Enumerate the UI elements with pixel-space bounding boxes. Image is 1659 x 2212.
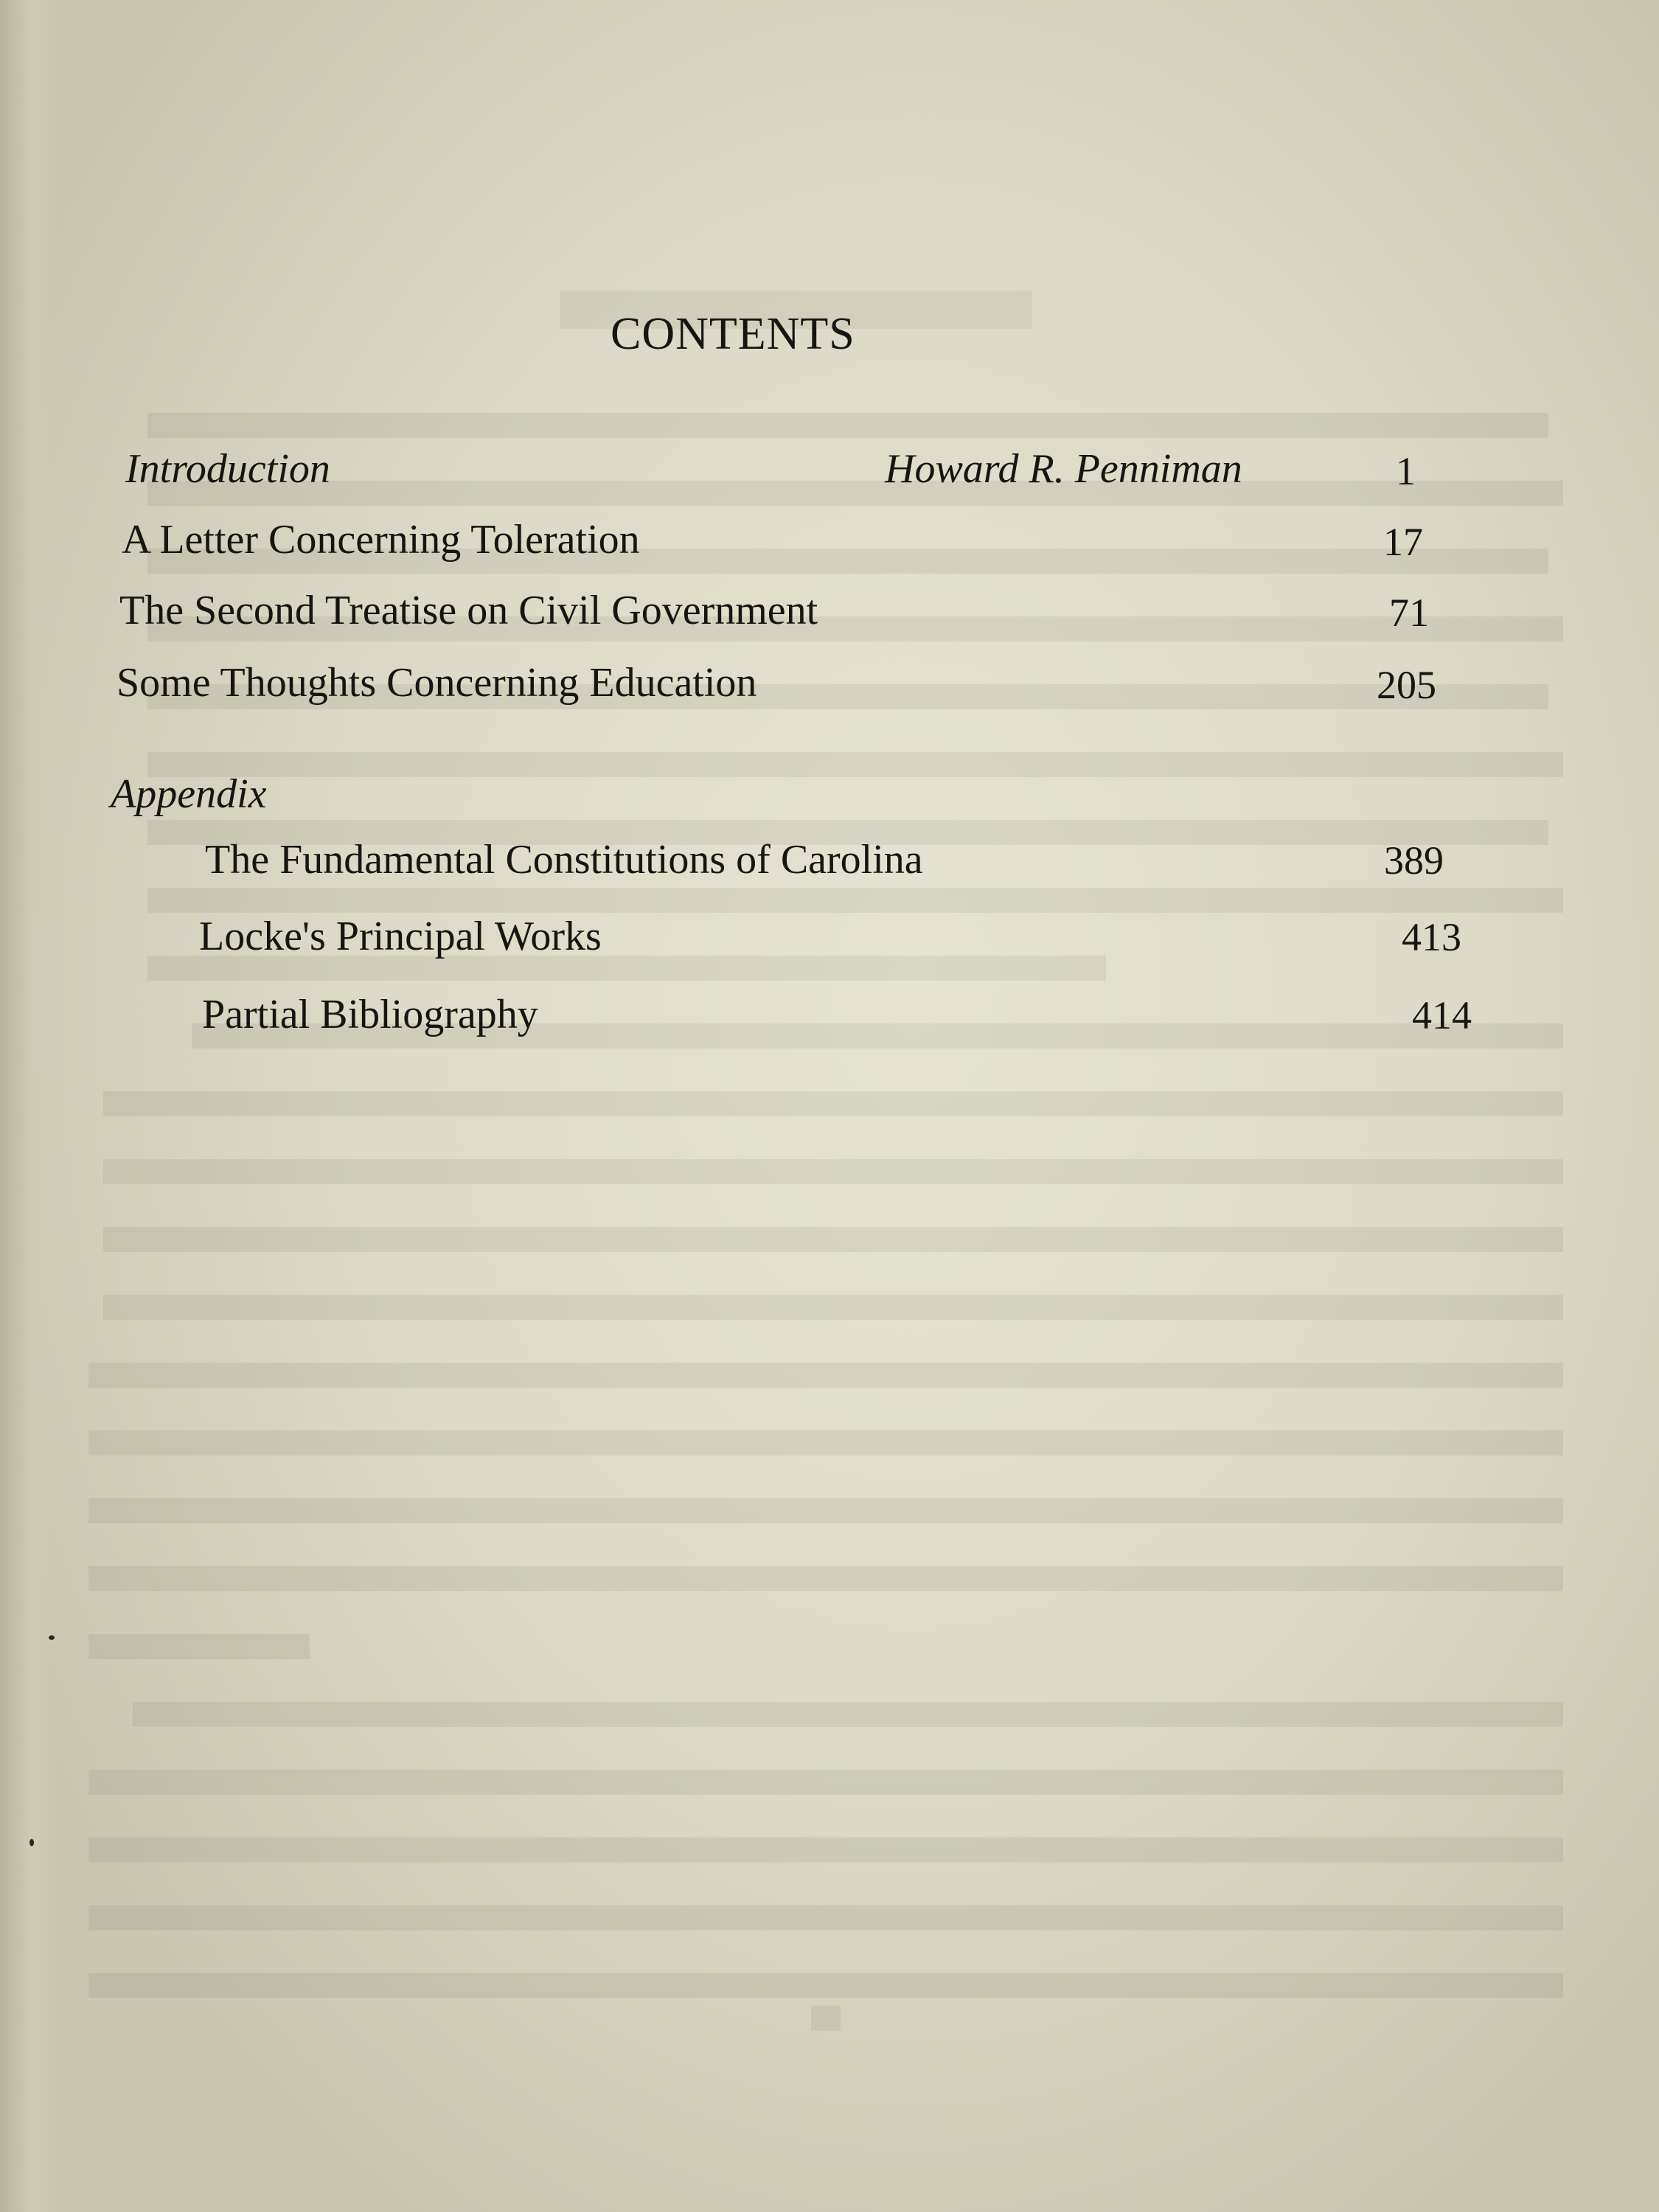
appendix-entry-title: The Fundamental Constitutions of Carolina (205, 837, 923, 883)
toc-entry-title: The Second Treatise on Civil Government (119, 588, 818, 633)
paper-speck (29, 1839, 34, 1846)
introduction-label: Introduction (125, 446, 330, 492)
appendix-label: Appendix (111, 771, 267, 817)
toc-entry-title: A Letter Concerning Toleration (122, 517, 640, 563)
introduction-author: Howard R. Penniman (885, 446, 1242, 492)
appendix-entry-page-number: 389 (1384, 838, 1444, 883)
appendix-entry-page-number: 414 (1412, 993, 1472, 1037)
introduction-page-number: 1 (1396, 449, 1416, 493)
toc-entry-page-number: 205 (1377, 663, 1436, 707)
appendix-entry-title: Partial Bibliography (202, 992, 538, 1037)
toc-entry-page-number: 71 (1389, 591, 1429, 635)
toc-entry-title: Some Thoughts Concerning Education (116, 660, 757, 706)
appendix-entry-page-number: 413 (1402, 915, 1461, 959)
toc-entry-page-number: 17 (1383, 520, 1423, 564)
appendix-entry-title: Locke's Principal Works (199, 914, 602, 959)
paper-speck (49, 1635, 55, 1640)
contents-title: CONTENTS (611, 309, 855, 359)
